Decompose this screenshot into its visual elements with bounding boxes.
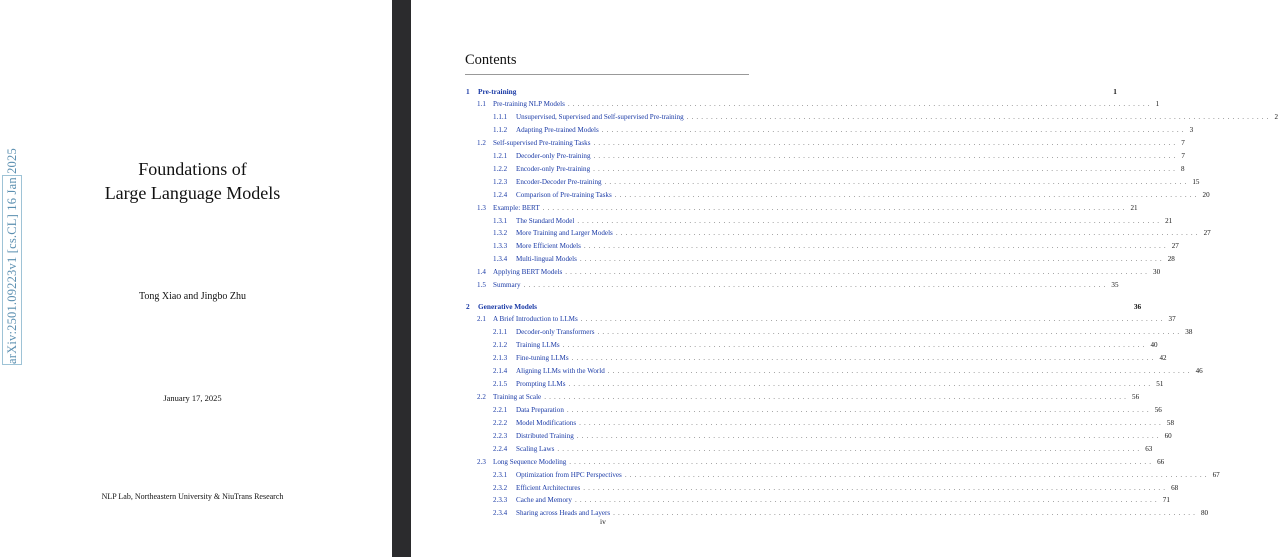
toc-leader-dots: ........................................................................................................................ <box>579 255 1165 264</box>
toc-entry-2-3-4[interactable] <box>465 506 1209 518</box>
toc-entry-page: 27 <box>1171 242 1179 251</box>
toc-entry-title: Self-supervised Pre-training Tasks <box>493 138 591 147</box>
toc-entry-page: 37 <box>1168 315 1176 324</box>
toc-entry-title: Unsupervised, Supervised and Self-supervised Pre-training <box>516 112 684 121</box>
toc-entry-page: 42 <box>1159 354 1167 362</box>
toc-entry-number: 1.2.3 <box>493 177 508 186</box>
toc-entry-2-3-2[interactable] <box>465 481 1179 493</box>
toc-entry-1-3-1[interactable] <box>465 214 1173 226</box>
toc-entry-1-2-1[interactable] <box>465 149 1185 161</box>
toc-entry-page: 38 <box>1185 328 1193 337</box>
toc-entry-title: Cache and Memory <box>516 496 572 505</box>
toc-entry-2-2-1[interactable] <box>465 403 1162 415</box>
toc-leader-dots: ........................................................................................................................ <box>562 341 1148 350</box>
toc-entry-number: 2.2.3 <box>493 431 508 440</box>
toc-leader-dots: ........................................................................................................................ <box>579 418 1164 427</box>
toc-entry-1-4[interactable] <box>465 265 1161 277</box>
toc-entry-page: 46 <box>1195 366 1203 375</box>
toc-entry-title: Comparison of Pre-training Tasks <box>516 190 612 199</box>
toc-entry-1-3[interactable] <box>465 201 1138 213</box>
toc-leader-dots: ........................................................................................................................ <box>583 242 1169 251</box>
toc-entry-page: 1 <box>1155 99 1160 108</box>
toc-entry-1-3-3[interactable] <box>465 239 1179 251</box>
toc-leader-dots: ........................................................................................................................ <box>574 496 1160 505</box>
toc-entry-2-1-5[interactable] <box>465 377 1164 389</box>
toc-entry-page: 56 <box>1154 405 1162 414</box>
toc-entry-2-1[interactable] <box>465 312 1176 324</box>
toc-entry-1-3-4[interactable] <box>465 252 1175 264</box>
toc-entry-page: 36 <box>1133 302 1142 312</box>
contents-heading: Contents <box>465 52 517 68</box>
toc-entry-2-3-1[interactable] <box>465 468 1220 480</box>
toc-entry-1-2-4[interactable] <box>465 188 1210 200</box>
toc-entry-page: 8 <box>1180 164 1185 173</box>
toc-entry-2-3[interactable] <box>465 455 1165 467</box>
toc-entry-title: Applying BERT Models <box>493 268 563 277</box>
toc-entry-title: Scaling Laws <box>516 444 555 453</box>
toc-entry-number: 1.3.3 <box>493 242 508 251</box>
toc-entry-number: 2 <box>466 302 470 312</box>
toc-entry-number: 2.1.1 <box>493 328 508 337</box>
toc-entry-number: 2.1.3 <box>493 354 508 362</box>
toc-leader-dots: ........................................................................................................................ <box>593 164 1178 173</box>
heading-divider <box>465 74 749 75</box>
toc-entry-title: Encoder-only Pre-training <box>516 164 591 173</box>
toc-entry-number: 2.1.2 <box>493 341 508 350</box>
toc-leader-dots: ........................................................................................................................ <box>583 483 1169 492</box>
page-number: iv <box>600 517 606 526</box>
toc-entry-2-2-4[interactable] <box>465 442 1153 454</box>
cover-page <box>0 0 392 557</box>
toc-entry-1-5[interactable] <box>465 278 1119 290</box>
toc-entry-2-1-4[interactable] <box>465 364 1203 376</box>
toc-entry-title: Generative Models <box>478 302 537 312</box>
toc-entry-number: 1.3.4 <box>493 255 508 264</box>
toc-leader-dots: ........................................................................................................................ <box>686 112 1272 121</box>
toc-leader-dots: ........................................................................................................................ <box>601 125 1187 134</box>
toc-leader-dots: ........................................................................................................................ <box>614 190 1200 199</box>
book-title-line1: Foundations of <box>138 159 247 179</box>
toc-leader-dots: ........................................................................................................................ <box>597 328 1183 337</box>
toc-entry-page: 15 <box>1192 177 1200 186</box>
toc-entry-title: Data Preparation <box>516 405 564 414</box>
toc-entry-2-2-2[interactable] <box>465 416 1174 428</box>
toc-entry-page: 63 <box>1145 444 1153 453</box>
toc-entry-title: Pre-training NLP Models <box>493 99 565 108</box>
toc-entry-title: Efficient Architectures <box>516 483 581 492</box>
toc-entry-2[interactable] <box>465 299 1142 312</box>
toc-entry-number: 2.3.3 <box>493 496 508 505</box>
toc-entry-page: 1 <box>1113 87 1117 96</box>
toc-entry-2-2-3[interactable] <box>465 429 1172 441</box>
toc-leader-dots: ........................................................................................................................ <box>607 366 1193 375</box>
toc-entry-number: 1.2.2 <box>493 164 508 173</box>
toc-entry-number: 2.2.4 <box>493 444 508 453</box>
toc-leader-dots: ........................................................................................................................ <box>571 354 1157 362</box>
toc-entry-title: More Training and Larger Models <box>516 229 613 238</box>
toc-entry-1-2-3[interactable] <box>465 175 1200 187</box>
toc-entry-2-2[interactable] <box>465 390 1140 402</box>
toc-entry-title: Distributed Training <box>516 431 574 440</box>
toc-leader-dots: ........................................................................................................................ <box>566 405 1152 414</box>
toc-leader-dots: ........................................................................................................................ <box>523 281 1109 290</box>
toc-leader-dots: ........................................................................................................................ <box>567 99 1153 108</box>
toc-entry-title: A Brief Introduction to LLMs <box>493 315 578 324</box>
toc-entry-title: Prompting LLMs <box>516 379 566 388</box>
toc-entry-title: Decoder-only Transformers <box>516 328 595 337</box>
toc-entry-number: 2.3.2 <box>493 483 508 492</box>
toc-entry-number: 1.1 <box>477 99 486 108</box>
toc-leader-dots: ........................................................................................................................ <box>542 203 1128 212</box>
toc-entry-1-2-2[interactable] <box>465 162 1185 174</box>
toc-entry-page: 40 <box>1150 341 1158 350</box>
toc-entry-title: Model Modifications <box>516 418 577 427</box>
toc-leader-dots: ........................................................................................................................ <box>613 509 1198 518</box>
toc-entry-number: 2.3.4 <box>493 509 508 518</box>
book-title-line2: Large Language Models <box>104 183 281 203</box>
page-gutter <box>392 0 411 557</box>
toc-entry-number: 2.1.5 <box>493 379 508 388</box>
toc-entry-2-1-2[interactable] <box>465 338 1158 350</box>
toc-entry-1-2[interactable] <box>465 136 1185 148</box>
toc-entry-page: 66 <box>1157 457 1165 466</box>
toc-entry-page: 71 <box>1162 496 1170 505</box>
toc-entry-title: Optimization from HPC Perspectives <box>516 470 622 479</box>
toc-leader-dots: ........................................................................................................................ <box>624 470 1210 479</box>
toc-entry-page: 80 <box>1200 509 1209 518</box>
toc-entry-page: 7 <box>1181 151 1185 160</box>
toc-leader-dots: ........................................................................................................................ <box>557 444 1143 453</box>
toc-entry-number: 1 <box>466 87 470 96</box>
toc-entry-page: 28 <box>1167 255 1175 264</box>
toc-entry-page: 67 <box>1212 470 1220 479</box>
toc-entry-1-1-1[interactable] <box>465 110 1278 122</box>
toc-entry-title: Example: BERT <box>493 203 540 212</box>
toc-leader-dots: ........................................................................................................................ <box>569 457 1155 466</box>
toc-entry-number: 1.2.4 <box>493 190 508 199</box>
toc-entry-number: 2.3.1 <box>493 470 508 479</box>
toc-entry-page: 21 <box>1165 216 1173 225</box>
toc-entry-title: Encoder-Decoder Pre-training <box>516 177 602 186</box>
toc-entry-page: 68 <box>1171 483 1179 492</box>
toc-entry-number: 2.2 <box>477 392 486 401</box>
arxiv-stamp[interactable]: arXiv:2501.09223v1 [cs.CL] 16 Jan 2025 <box>2 175 22 365</box>
toc-entry-title: The Standard Model <box>516 216 575 225</box>
toc-entry-title: Training at Scale <box>493 392 542 401</box>
toc-entry-2-1-3[interactable] <box>465 351 1167 363</box>
toc-entry-number: 2.1.4 <box>493 366 508 375</box>
toc-entry-page: 35 <box>1111 281 1119 290</box>
toc-entry-title: Aligning LLMs with the World <box>516 366 605 375</box>
publication-date: January 17, 2025 <box>163 393 222 403</box>
toc-entry-title: More Efficient Models <box>516 242 581 251</box>
toc-entry-page: 21 <box>1130 203 1138 212</box>
toc-entry-page: 2 <box>1274 112 1278 121</box>
authors: Tong Xiao and Jingbo Zhu <box>138 291 247 302</box>
toc-leader-dots: ........................................................................................................................ <box>565 268 1151 277</box>
toc-leader-dots: ........................................................................................................................ <box>544 392 1130 401</box>
toc-entry-number: 1.3.2 <box>493 229 508 238</box>
toc-entry-page: 51 <box>1156 379 1164 388</box>
toc-entry-1-1-2[interactable] <box>465 123 1194 135</box>
toc-entry-number: 1.4 <box>477 268 486 277</box>
toc-leader-dots: ........................................................................................................................ <box>593 151 1179 160</box>
toc-entry-page: 20 <box>1202 190 1210 199</box>
toc-leader-dots: ........................................................................................................................ <box>576 431 1162 440</box>
toc-entry-page: 7 <box>1181 138 1185 147</box>
toc-entry-title: Training LLMs <box>516 341 560 350</box>
toc-entry-page: 60 <box>1164 431 1172 440</box>
toc-entry-page: 3 <box>1189 125 1194 134</box>
toc-entry-page: 30 <box>1153 268 1161 277</box>
toc-entry-2-3-3[interactable] <box>465 493 1170 505</box>
toc-leader-dots: ........................................................................................................................ <box>568 379 1154 388</box>
toc-entry-1-3-2[interactable] <box>465 226 1211 238</box>
toc-entry-title: Multi-lingual Models <box>516 255 577 264</box>
toc-leader-dots: ........................................................................................................................ <box>604 177 1190 186</box>
toc-entry-number: 1.2 <box>477 138 486 147</box>
toc-entry-1[interactable] <box>465 84 1117 96</box>
toc-entry-2-1-1[interactable] <box>465 325 1193 337</box>
toc-entry-title: Long Sequence Modeling <box>493 457 567 466</box>
toc-entry-number: 1.5 <box>477 281 486 290</box>
toc-entry-number: 1.2.1 <box>493 151 508 160</box>
affiliation: NLP Lab, Northeastern University & NiuTrans Research <box>101 492 284 501</box>
toc-entry-number: 2.2.2 <box>493 418 508 427</box>
toc-entry-page: 27 <box>1203 229 1211 238</box>
toc-leader-dots: ........................................................................................................................ <box>615 229 1201 238</box>
toc-entry-title: Sharing across Heads and Layers <box>516 509 611 518</box>
toc-leader-dots: ........................................................................................................................ <box>577 216 1163 225</box>
toc-entry-title: Fine-tuning LLMs <box>516 354 569 362</box>
toc-entry-title: Decoder-only Pre-training <box>516 151 591 160</box>
toc-leader-dots: ........................................................................................................................ <box>593 138 1179 147</box>
toc-entry-number: 1.3.1 <box>493 216 508 225</box>
toc-entry-title: Summary <box>493 281 521 290</box>
toc-entry-number: 2.3 <box>477 457 486 466</box>
toc-leader-dots: ........................................................................................................................ <box>580 315 1166 324</box>
toc-entry-number: 2.2.1 <box>493 405 508 414</box>
toc-entry-title: Pre-training <box>478 87 517 96</box>
toc-entry-page: 56 <box>1132 392 1140 401</box>
toc-entry-number: 1.3 <box>477 203 486 212</box>
toc-entry-1-1[interactable] <box>465 97 1160 109</box>
toc-entry-number: 2.1 <box>477 315 486 324</box>
toc-entry-number: 1.1.1 <box>493 112 508 121</box>
toc-entry-page: 58 <box>1166 418 1174 427</box>
toc-entry-title: Adapting Pre-trained Models <box>516 125 599 134</box>
toc-entry-number: 1.1.2 <box>493 125 508 134</box>
